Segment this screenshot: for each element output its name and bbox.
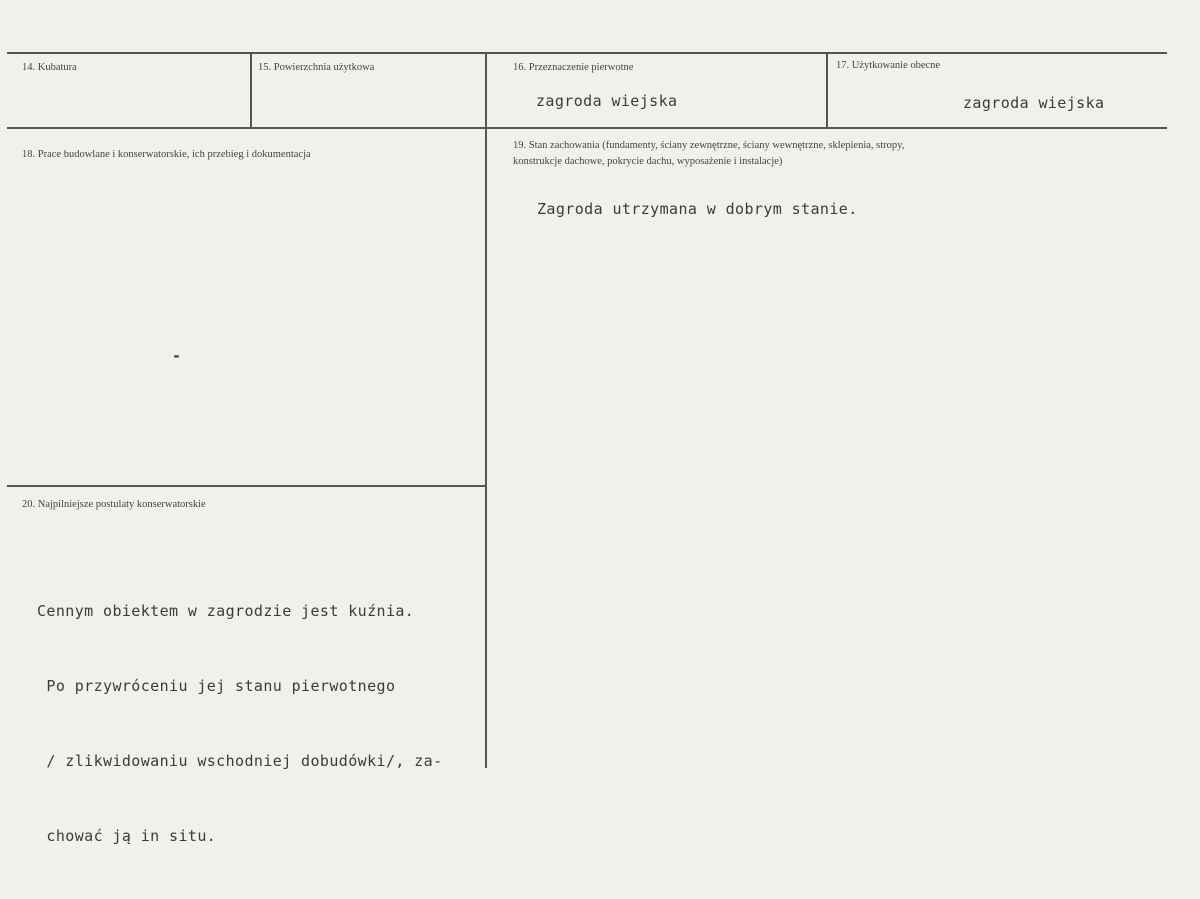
field-17-value: zagroda wiejska: [963, 94, 1105, 112]
field-20-line: chować ją in situ.: [37, 827, 217, 845]
main-column-divider: [485, 128, 487, 768]
field-20-line: Po przywróceniu jej stanu pierwotnego: [37, 677, 396, 695]
field-15-label: 15. Powierzchnia użytkowa: [258, 62, 375, 73]
divider-16-17: [826, 53, 828, 127]
field-19-label-line1: 19. Stan zachowania (fundamenty, ściany zewnętrzne, ściany wewnętrzne, sklepienia, stropy,: [513, 140, 905, 151]
field-14-label: 14. Kubatura: [22, 62, 77, 73]
field-16-value: zagroda wiejska: [536, 92, 678, 110]
top-rule: [7, 52, 1167, 54]
field-20-line: / zlikwidowaniu wschodniej dobudówki/, za-: [37, 752, 443, 770]
field-18-value: -: [172, 347, 182, 365]
section20-top-rule: [7, 485, 486, 487]
field-19-label-line2: konstrukcje dachowe, pokrycie dachu, wyposażenie i instalacje): [513, 156, 783, 167]
field-20-label: 20. Najpilniejsze postulaty konserwatorskie: [22, 499, 206, 510]
field-20-line: Cennym obiektem w zagrodzie jest kuźnia.: [37, 602, 415, 620]
field-19-value: Zagroda utrzymana w dobrym stanie.: [537, 200, 858, 218]
divider-14-15: [250, 53, 252, 127]
field-17-label: 17. Użytkowanie obecne: [836, 60, 941, 71]
field-16-label: 16. Przeznaczenie pierwotne: [513, 62, 634, 73]
field-20-value: [37, 549, 443, 899]
divider-15-16: [485, 53, 487, 127]
field-18-label: 18. Prace budowlane i konserwatorskie, ich przebieg i dokumentacja: [22, 149, 311, 160]
row1-bottom-rule: [7, 127, 1167, 129]
